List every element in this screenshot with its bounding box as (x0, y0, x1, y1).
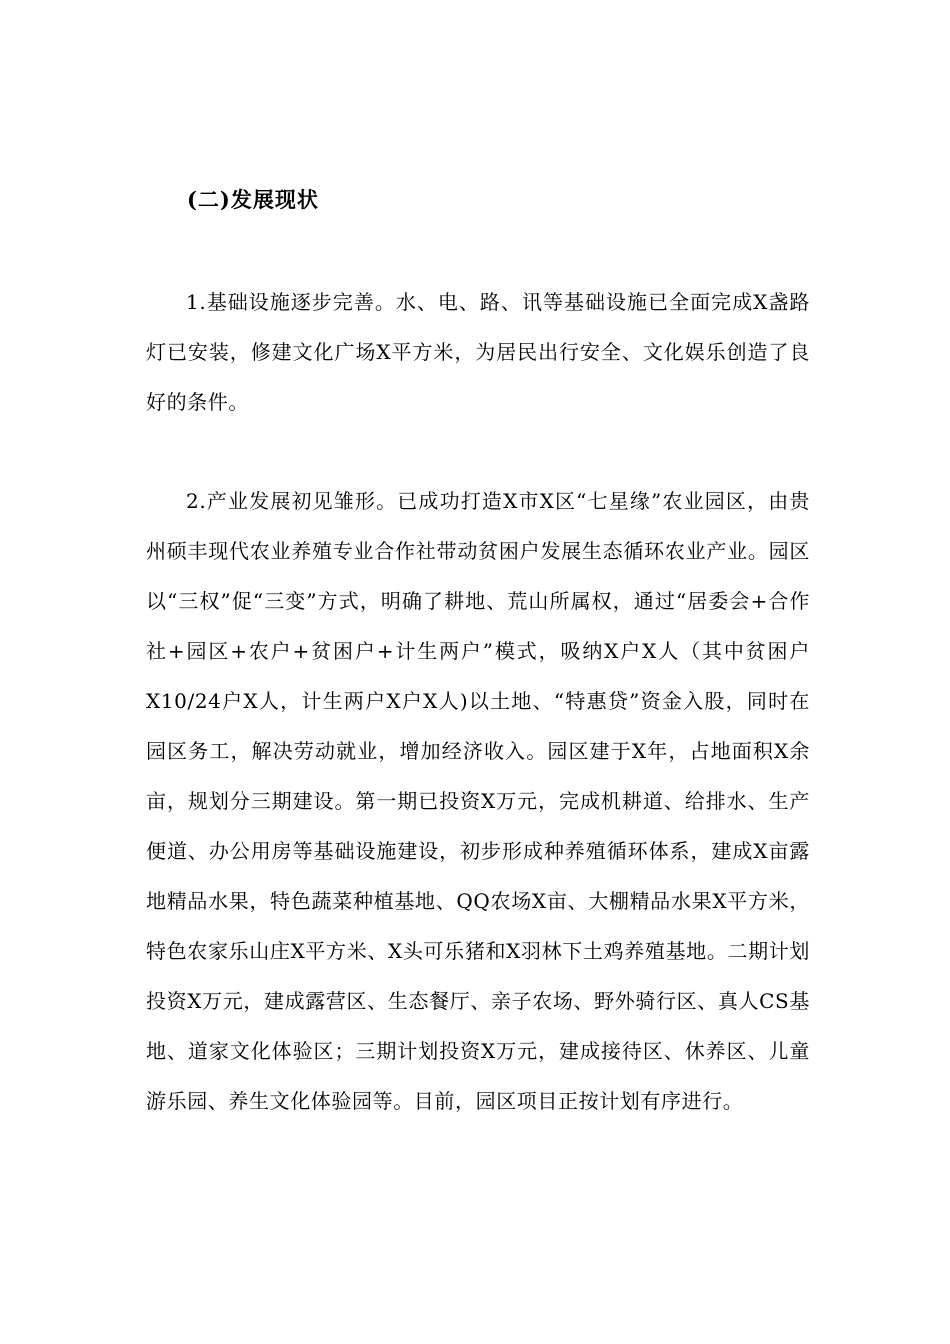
paragraph-infrastructure: 1.基础设施逐步完善。水、电、路、讯等基础设施已全面完成X盏路灯已安装，修建文化广场X平方米，为居民出行安全、文化娱乐创造了良好的条件。 (146, 290, 810, 414)
section-heading: (二)发展现状 (187, 187, 319, 212)
paragraph-industry-development: 2.产业发展初见雏形。已成功打造X市X区“七星缘”农业园区，由贵州硕丰现代农业养殖专业合作社带动贫困户发展生态循环农业产业。园区以“三权”促“三变”方式，明确了耕地、荒山所属权，通过“居委会+合作社+园区+农户+贫困户+计生两户”模式，吸纳X户X人（其中贫困户X10/24户X人，计生两户X户X人)以土地、“特惠贷”资金入股，同时在园区务工，解决劳动就业，增加经济收入。园区建于X年，占地面积X余亩，规划分三期建设。第一期已投资X万元，完成机耕道、给排水、生产便道、办公用房等基础设施建设，初步形成种养殖循环体系，建成X亩露地精品水果，特色蔬菜种植基地、QQ农场X亩、大棚精品水果X平方米，特色农家乐山庄X平方米、X头可乐猪和X羽林下土鸡养殖基地。二期计划投资X万元，建成露营区、生态餐厅、亲子农场、野外骑行区、真人CS基地、道家文化体验区；三期计划投资X万元，建成接待区、休养区、儿童游乐园、养生文化体验园等。目前，园区项目正按计划有序进行。 (146, 489, 810, 1113)
